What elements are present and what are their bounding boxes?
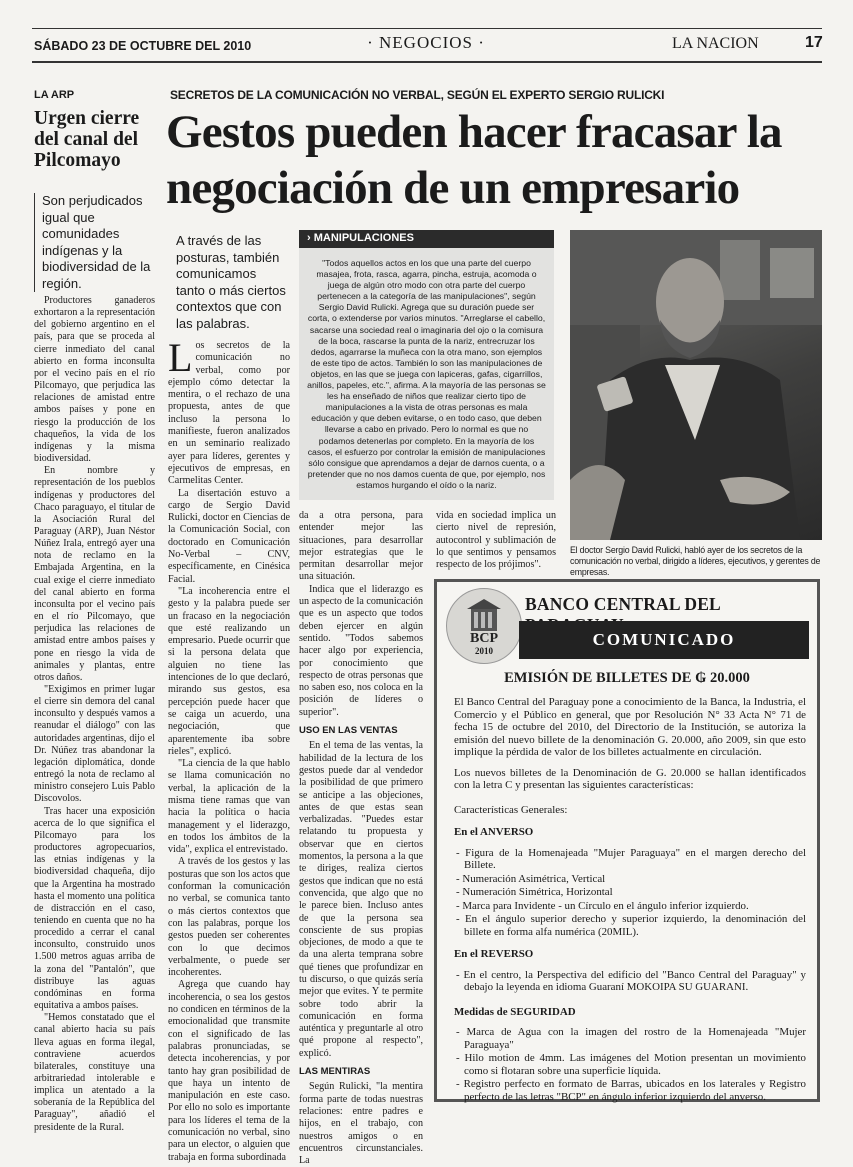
list-item: - En el centro, la Perspectiva del edificio del "Banco Central del Paraguay" y debajo la leyenda en idioma Guaraní MOKOIPA SU GUARANI. <box>456 968 806 993</box>
main-paragraph: "La incoherencia entre el gesto y la palabra puede ser un fracaso en la negociación que esté realizando un empresario. Puede ocurrir que si la persona delata que alguien no tiene las intenciones de lo que declaró, mirando sus gestos, esa percepción puede hacer que se caiga un acuerdo, una negociación, que aparentemente iba sobre rieles", explicó. <box>168 585 290 757</box>
main-paragraph: "La ciencia de la que hablo se llama comunicación no verbal, la aplicación de la misma tiene ramas que van hacia la política o hacia management y el liderazgo, en todos los ámbitos de la vida", explica el entrevistado. <box>168 758 290 856</box>
subhead-ventas: USO EN LAS VENTAS <box>299 725 398 737</box>
header-rule <box>32 61 822 63</box>
header-section: · NEGOCIOS · <box>367 33 485 52</box>
side-paragraph: "Hemos constatado que el canal abierto hacia su país lleva aguas en forma ilegal, contraviene acuerdos bilaterales, constituye una arbitrariedad intolerable e implica un atentado a la soberanía de la República del Paraguay", añadió el presidente de la Rural. <box>34 1012 155 1133</box>
main-deck: A través de las posturas, también comunicamos tanto o más ciertos contextos que con las palabras. <box>176 233 286 331</box>
reverso-heading: En el REVERSO <box>454 948 534 960</box>
list-item: - Registro perfecto en formato de Barras, ubicados en los laterales y Registro perfecto de las letras "BCP" en ángulo inferior izquierdo del anverso. <box>456 1078 806 1103</box>
header-date: SÁBADO 23 DE OCTUBRE DEL 2010 <box>34 39 252 53</box>
manipulaciones-box <box>299 230 554 500</box>
bank-ad <box>434 579 820 1102</box>
speaker-photo <box>570 230 822 540</box>
main-column-1 <box>168 335 290 1164</box>
manipulaciones-text: "Todos aquellos actos en los que una parte del cuerpo masajea, frota, rasca, agarra, pincha, estruja, acomoda o juega de algún otro modo con otra parte del cuerpo pertenecen a la categoría de las manipulaciones", según Sergio David Rulicki. Agrega que su duración puede ser corta, o extenderse por varios minutos. "Arreglarse el cabello, sacarse una sociedad real o imaginaria del ojo o la comisura de la boca, rascarse la punta de la nariz, entrecruzar los dedos, agarrarse la muñeca con la otra mano, son ejemplos de este tipo de actos. También lo son las manipulaciones de objetos, en las que se juega con lapiceras, gafas, cigarrillos, anillos, papeles, etc.", afirma. A la mayoría de las personas se les ha enseñado de niños que realizar cierto tipo de manipulaciones a la vista de otras personas es mala educación y que deben evitarse, o en todo caso, que deben llevarse a cabo en privado. Pero lo normal es que no podamos detenerlas por completo. En la mayoría de los casos, el esfuerzo por controlar la emisión de manipulaciones sólo consigue que aprendamos a dejar de darnos cuenta, o a pretender que no nos damos cuenta de que, por ejemplo, nos estamos hurgando el oído o la nariz. <box>307 258 546 490</box>
main-paragraph: La disertación estuvo a cargo de Sergio David Rulicki, doctor en Ciencias de la Comunicación Social, con doctorado en Comunicación No-Verbal – CNV, específicamente, en Cinésica Facial. <box>168 487 290 585</box>
bcp-logo-year: 2010 <box>475 646 493 656</box>
photo-caption: El doctor Sergio David Rulicki, habló ayer de los secretos de la comunicación no verbal, dirigido a líderes, ejecutivos, y gerentes de empresas. <box>570 545 821 577</box>
list-item: - En el ángulo superior derecho y superior izquierdo, la denominación del billete en forma alfa numérica (20MIL). <box>456 913 806 938</box>
seguridad-heading: Medidas de SEGURIDAD <box>454 1005 576 1018</box>
main-paragraph: Según Rulicki, "la mentira forma parte de todas nuestras relaciones: entre padres e hijos, en el trabajo, con nuestros amigos o en encuentros circunstanciales. La <box>299 1081 423 1167</box>
list-item: - Numeración Simétrica, Horizontal <box>456 886 613 898</box>
main-paragraph: vida en sociedad implica un cierto nivel de represión, autocontrol y sublimación de lo que sentimos y pensamos respecto de los prójimos". <box>436 510 556 571</box>
page-number: 17 <box>805 34 823 51</box>
top-rule <box>32 28 822 29</box>
side-kicker: LA ARP <box>34 89 75 101</box>
ad-general-label: Características Generales: <box>454 803 568 816</box>
side-deck: Son perjudicados igual que comunidades indígenas y la biodiversidad de la región. <box>34 193 158 292</box>
list-item: - Figura de la Homenajeada "Mujer Paraguaya" en el margen derecho del Billete. <box>456 846 806 871</box>
main-paragraph: Agrega que cuando hay incoherencia, o sea los gestos no condicen en términos de la emocionalidad que transmite con el significado de las palabras pronunciadas, se detecta incoherencias, y por tanto hay gran posibilidad de que haya un intento de manipulación en este caso. Por ello no solo es importante para los líderes el tema de la comunicación no verbal, sino para un elector, o alguien que trabaja en forma subordinada <box>168 979 290 1163</box>
emision-title: EMISIÓN DE BILLETES DE ₲ 20.000 <box>504 670 750 686</box>
list-item: - Hilo motion de 4mm. Las imágenes del Motion presentan un movimiento como si flotaran sobre una superficie líquida. <box>456 1052 806 1077</box>
main-title-line1: Gestos pueden hacer fracasar la <box>166 106 782 158</box>
manipulaciones-title: › MANIPULACIONES <box>299 230 554 248</box>
list-item: - Marca para Invidente - un Círculo en el ángulo inferior izquierdo. <box>456 899 749 912</box>
main-paragraph: os secretos de la comunicación no verbal, como por ejemplo cómo detectar la mentira, o el rechazo de una propuesta, antes de que incluso la persona lo manifieste, fueron analizados en un seminario realizado ayer para líderes, gerentes y ejecutivos de empresas, en Carmelitas Center. <box>168 340 290 487</box>
main-paragraph: A través de los gestos y las posturas que son los actos que conforman la comunicación no verbal, se comunica tanto o más ciertos contextos que con las palabras, porque los gestos pueden ser coherentes con lo que decimos verbalmente, o puede ser incoherentes. <box>168 856 290 979</box>
ad-paragraph-1: El Banco Central del Paraguay pone a conocimiento de la Banca, la Industria, el Comercio y el Público en general, que por Resolución N° 33 Acta N° 71 de fecha 15 de octubre del 2010, del Directorio de la Institución, se autoriza la emisión del nuevo billete de la denominación G. 20.000, año 2009, sin que esto implique la pérdida de valor de los billetes actualmente en circulación. <box>454 696 806 758</box>
main-kicker: SECRETOS DE LA COMUNICACIÓN NO VERBAL, SEGÚN EL EXPERTO SERGIO RULICKI <box>170 88 665 102</box>
side-paragraph: Productores ganaderos exhortaron a la representación del gobierno argentino en el país, para que se proceda al cierre inmediato del canal abierto en forma inconsulta por el vecino país en el río Pilcomayo, que perjudica las relaciones de amistad entre ambos países y pone en riesgo la producción de los chaqueños, la vida de los indígenas y la misma biodiversidad. <box>34 295 155 465</box>
main-paragraph: En el tema de las ventas, la habilidad de la lectura de los gestos puede dar al vendedor la posibilidad de que primero se anticipe a las objeciones, antes de que estas sean verbalizadas. "Puedes estar relatando tu propuesta y observar que en ciertos momentos, la persona a la que te diriges, realiza ciertos gestos que indican que no está convencida, que algo que no le parece bien. Incluso antes de que la persona sea consciente de sus propias objeciones, de modo a que te da una alerta temprana sobre qué tienes que profundizar en tu discurso, o que quizás sería mejor que evites. Y te permite sobre todo abrir la comunicación en forma auténtica y preguntarle al otro qué propone al respecto", explicó. <box>299 740 423 1059</box>
main-paragraph: da a otra persona, para entender mejor las situaciones, para desarrollar mejor estrategias que le permitan desarrollar mejor una situación. <box>299 510 423 583</box>
side-paragraph: Tras hacer una exposición acerca de lo que significa el Pilcomayo para los productores agropecuarios, las etnias indígenas y la biodiversidad chaqueña, dijo que la Argentina ha mostrado hasta el momento una política de distracción en el caso, teniendo en cuenta que no ha procedido a cerrar el canal inconsulto, construido unos 1.500 metros aguas arriba de la zona del "Pantalón", que distribuye las aguas condóminas en forma equitativa a ambos países. <box>34 805 155 1012</box>
side-paragraph: En nombre y representación de los pueblos indígenas y productores del Chaco paraguayo, el titular de la Asociación Rural del Paraguay (ARP), Juan Néstor Núñez Irala, entregó ayer una nota de reclamo en la Embajada Argentina, en la cual exige el cierre inmediato del canal abierto en forma inconsulta por el vecino país en el río Pilcomayo, que perjudica las relaciones de amistad entre ambos países y pone en riesgo la vida de animales y plantas, entre otros daños. <box>34 465 155 683</box>
anverso-list <box>454 847 806 939</box>
subhead-mentiras: LAS MENTIRAS <box>299 1066 371 1078</box>
bcp-logo <box>446 588 522 664</box>
list-item: - Marca de Agua con la imagen del rostro de la Homenajeada "Mujer Paraguaya" <box>456 1026 806 1051</box>
side-body <box>34 295 155 1134</box>
anverso-heading: En el ANVERSO <box>454 826 534 838</box>
main-column-2 <box>299 510 423 1167</box>
ad-paragraph-2: Los nuevos billetes de la Denominación de G. 20.000 se hallan identificados con la letra C y presentan las siguientes características: <box>454 766 806 791</box>
seguridad-list <box>454 1026 806 1103</box>
ad-body <box>454 696 806 1109</box>
comunicado-label: COMUNICADO <box>592 630 736 649</box>
main-title-line2: negociación de un empresario <box>166 162 740 214</box>
bank-name: BANCO CENTRAL DEL <box>525 594 720 614</box>
reverso-list <box>454 969 806 994</box>
side-title: Urgen cierre del canal del Pilcomayo <box>34 108 140 171</box>
drop-cap: L <box>168 335 193 380</box>
comunicado-bar <box>519 621 809 659</box>
portrait-illustration <box>570 230 822 540</box>
side-paragraph: "Exigimos en primer lugar el cierre sin demora del canal inconsulto y después vamos a reanudar el diálogo" con las autoridades argentinas, dijo el Dr. Núñez tras abandonar la legación diplomática, donde entregó la nota de reclamo al ministro consejero Luis Pablo Discovolos. <box>34 684 155 805</box>
bcp-logo-mark: BCP <box>470 631 498 646</box>
header-paper: LA NACION <box>672 35 759 52</box>
main-paragraph: Indica que el liderazgo es un aspecto de la comunicación que es un aspecto que todos deben ejercer en algún sentido. "Todos sabemos hacer algo por experiencia, por conocimiento que respecto de otras personas que no saben eso, nos coloca en la posición de líderes o superior". <box>299 583 423 718</box>
main-column-3 <box>436 510 556 571</box>
list-item: - Numeración Asimétrica, Vertical <box>456 872 606 885</box>
